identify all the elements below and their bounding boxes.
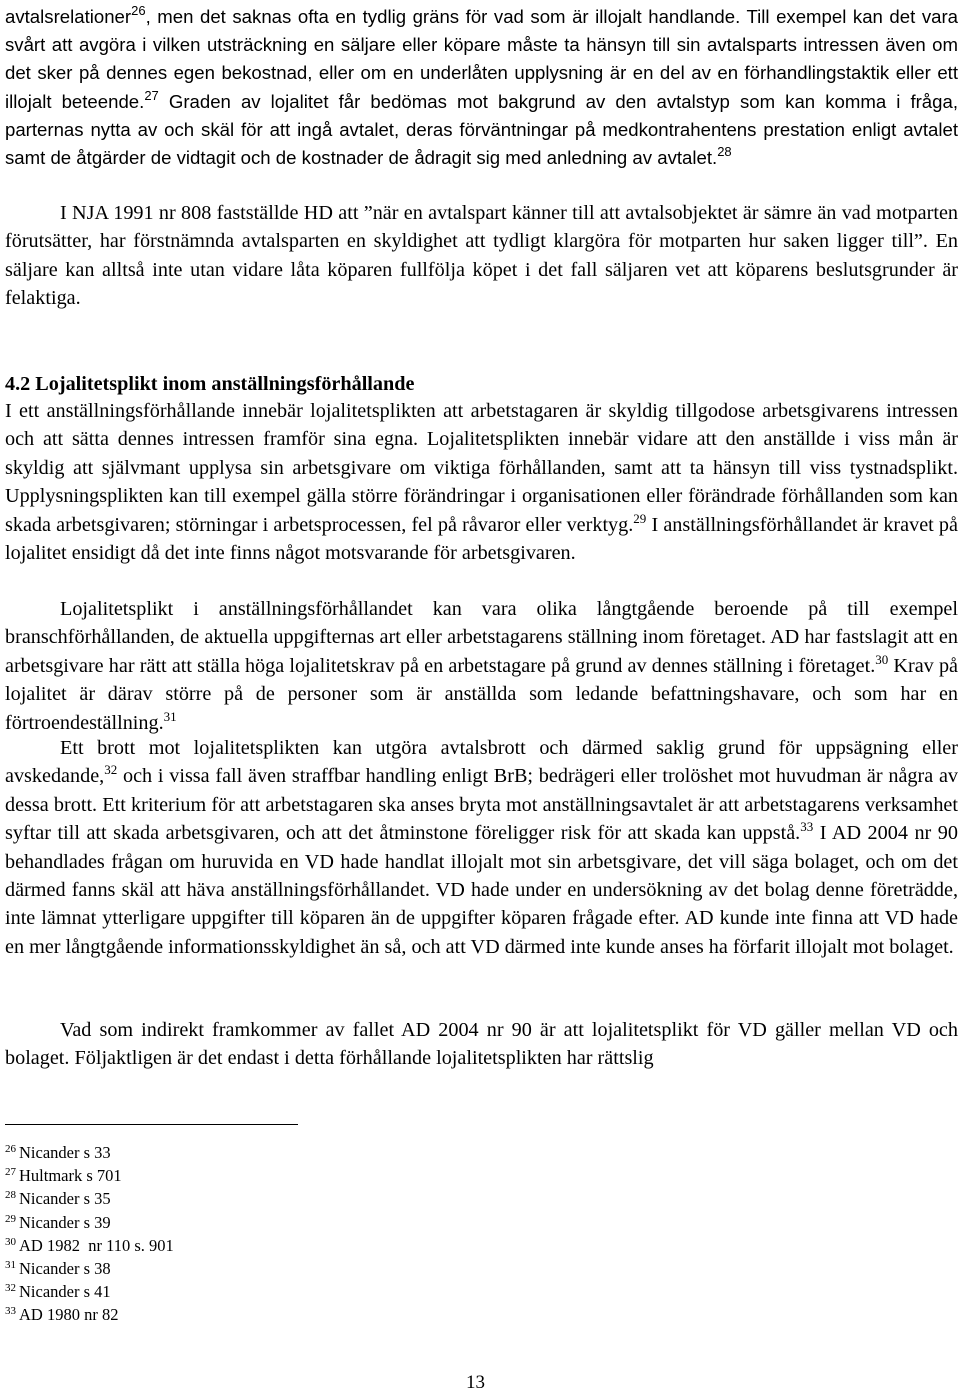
footnote-list [5,1141,174,1327]
footnote-number: 28 [5,1189,16,1202]
paragraph-text: I NJA 1991 nr 808 fastställde HD att ”när en avtalspart känner till att avtalsobjektet är sämre än vad motparten förutsätter, har förstnämnda avtalsparten en skyldighet att tydligt klargöra för motparten hur saken ligger till”. En säljare kan alltså inte utan vidare låta köparen fullfölja köpet i det fall säljaren vet att köparens beslutsgrunder är felaktiga. [5,202,958,310]
footnote-ref-29[interactable]: 29 [633,510,647,526]
footnote-number: 33 [5,1305,16,1318]
paragraph-text: Vad som indirekt framkommer av fallet AD 2004 nr 90 är att lojalitetsplikt för VD gäller mellan VD och bolaget. Följaktligen är det endast i detta förhållande lojalitetsplikten har rättslig [5,1019,958,1070]
paragraph-avtalsrelationer [5,3,958,172]
footnote-31 [5,1257,174,1280]
section-heading: 4.2 Lojalitetsplikt inom anställningsförhållande [5,373,415,395]
footnote-number: 32 [5,1282,16,1295]
footnote-text: Nicander s 39 [19,1212,111,1232]
footnote-ref-32[interactable]: 32 [104,762,118,778]
paragraph-nja-1991 [5,199,958,313]
paragraph-text: I anställningsförhållandet är kravet på lojalitet ensidigt då det inte finns något motsvarande för arbetsgivaren. [5,513,958,565]
footnote-29 [5,1211,174,1234]
paragraph-text: och i vissa fall även straffbar handling enligt BrB; bedrägeri eller trolöshet mot huvudman är några av dessa brott. Ett kriterium för att arbetstagaren ska anses bryta mot anställningsavtalet är att arbetstagarens verksamhet syftar till att skada arbetsgivaren, och att det åtminstone föreligger risk för att skada kan uppstå. [5,765,958,845]
footnote-ref-31[interactable]: 31 [163,708,177,724]
footnote-33 [5,1303,174,1326]
paragraph-text: I ett anställningsförhållande innebär lojalitetsplikten att arbetstagaren är skyldig tillgodose arbetsgivarens intressen och att sätta dennes intressen framför sina egna. Lojalitetsplikten innebär vidare att den anställde i viss mån är skyldig att självmant upplysa sin arbetsgivare om viktiga förhållanden, samt att ta hänsyn till viss tystnadsplikt. Upplysningsplikten kan till exempel gälla större förändringar i organisationen eller förändrade förhållanden som kan skada arbetsgivaren; störningar i arbetsprocessen, fel på råvaror eller verktyg. [5,400,958,536]
paragraph-text: Krav på lojalitet är därav större på de personer som är anställda som ledande befattningshavare, och som har en förtroendeställning. [5,654,958,734]
footnote-ref-33[interactable]: 33 [800,819,814,835]
footnote-ref-28[interactable]: 28 [717,144,732,160]
footnote-27 [5,1164,174,1187]
footnote-divider [5,1124,298,1125]
footnote-number: 26 [5,1143,16,1155]
page-number: 13 [466,1372,485,1393]
footnote-number: 29 [5,1212,16,1225]
footnote-number: 27 [5,1166,16,1179]
footnote-text: Hultmark s 701 [19,1166,122,1186]
footnote-number: 31 [5,1259,16,1272]
footnote-text: AD 1980 nr 82 [19,1305,119,1325]
paragraph-text: I AD 2004 nr 90 behandlades frågan om huruvida en VD hade handlat illojalt mot sin arbetsgivare, det vill säga bolaget, och om det därmed fanns skäl att häva anställningsförhållandet. VD hade under en undersökning av det bolag denne företrädde, inte lämnat ytterligare uppgifter till köparen än de uppgifter köparen frågade efter. AD kunde inte finna att VD hade en mer långtgående informationsskyldighet än så, och att VD därmed inte kunde anses ha förfarit illojalt mot bolaget. [5,822,958,958]
paragraph-brott-mot-lojalitet [5,734,958,961]
footnote-ref-26[interactable]: 26 [131,3,146,18]
footnote-28 [5,1187,174,1210]
paragraph-text: Ett brott mot lojalitetsplikten kan utgöra avtalsbrott och därmed saklig grund för uppsägning eller avskedande, [5,737,958,788]
footnote-ref-27[interactable]: 27 [144,87,159,103]
footnote-text: Nicander s 35 [19,1189,111,1209]
paragraph-text: Lojalitetsplikt i anställningsförhållandet kan vara olika långtgående beroende på till exempel branschförhållanden, de aktuella uppgifternas art eller arbetstagarens ställning inom företaget. AD har fastslagit att en arbetsgivare har rätt att ställa höga lojalitetskrav på en arbetstagare på grund av dennes ställning i företaget. [5,598,958,677]
footnote-number: 30 [5,1235,16,1248]
footnote-26 [5,1141,174,1164]
footnote-text: Nicander s 33 [19,1143,111,1162]
paragraph-text: avtalsrelationer [5,6,132,27]
paragraph-lojalitetsplikten [5,397,958,567]
footnote-text: AD 1982 nr 110 s. 901 [19,1235,174,1255]
footnote-30 [5,1234,174,1257]
footnote-text: Nicander s 41 [19,1282,111,1302]
paragraph-text: , men det saknas ofta en tydlig gräns för vad som är illojalt handlande. Till exempel kan det vara svårt att avgöra i vilken utsträckning en säljare eller köpare måste ta hänsyn till sin avtalsparts intressen även om det sker på dennes egen bekostnad, eller om en underlåten upplysning är en del av en förhandlingstaktik eller ett illojalt beteende. [5,6,958,112]
paragraph-lojalitetsplikt-grad [5,595,958,737]
footnote-ref-30[interactable]: 30 [875,651,889,667]
paragraph-ad-2004 [5,1016,958,1073]
footnote-32 [5,1280,174,1303]
paragraph-text: Graden av lojalitet får bedömas mot bakgrund av den avtalstyp som kan komma i fråga, parternas nytta av och skäl för att ingå avtalet, deras förväntningar på medkontrahentens prestation enligt avtalet samt de åtgärder de vidtagit och de kostnader de ådragit sig med anledning av avtalet. [5,90,958,169]
footnote-text: Nicander s 38 [19,1259,111,1279]
